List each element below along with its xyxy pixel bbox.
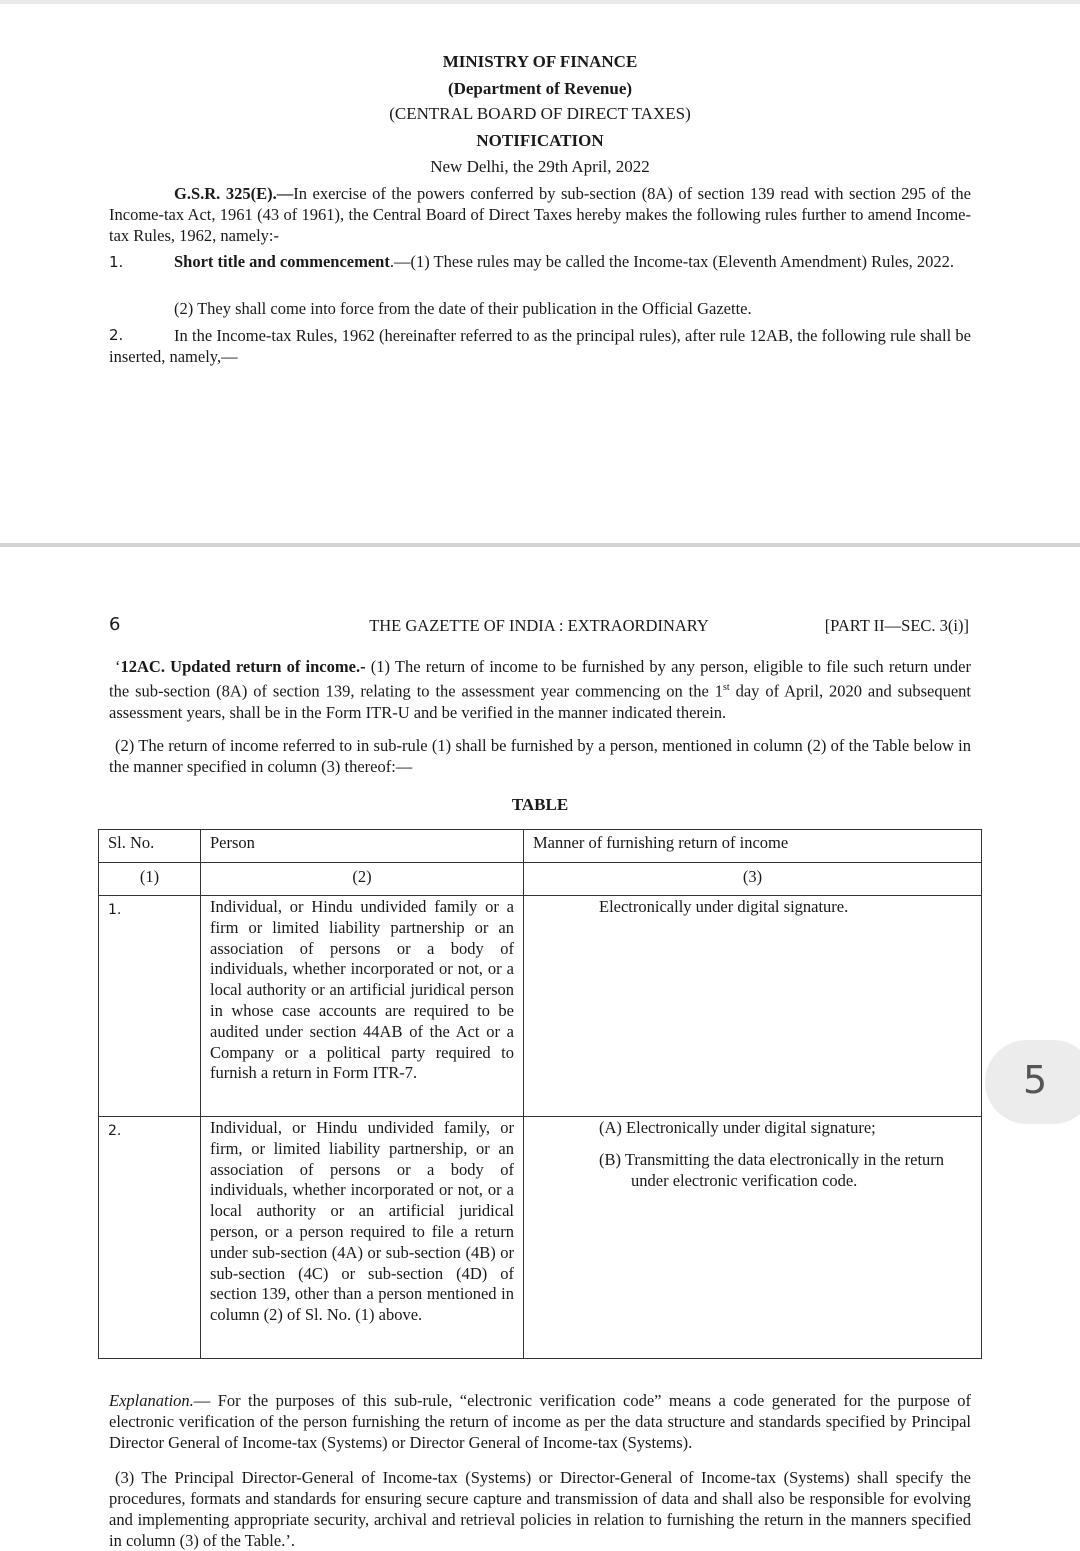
ministry-title: MINISTRY OF FINANCE xyxy=(442,52,638,71)
table-title: TABLE xyxy=(511,795,569,814)
rule-1-number: 1. xyxy=(109,253,124,271)
page-indicator-tab[interactable] xyxy=(985,1040,1080,1124)
row-1-manner: Electronically under digital signature. xyxy=(524,896,982,1117)
rule-1-paragraph xyxy=(174,251,971,272)
rule-12ac-subrule-2: (2) The return of income referred to in sub-rule (1) shall be furnished by a person, mentioned in column (2) of the Table below in the manner specified in column (3) thereof:— xyxy=(109,736,971,776)
ordinal-suffix: st xyxy=(723,682,730,693)
row-2-sl-no xyxy=(99,1117,201,1359)
row-1-sl-no xyxy=(99,896,201,1117)
row-2-manner-b: (B) Transmitting the data electronically in the return under electronic verification code. xyxy=(599,1149,945,1190)
column-number-2: (2) xyxy=(201,863,524,896)
rule-12ac-text-a: (1) The return of income to be furnished by any person, eligible to file such return under the sub-section (8A) of section 139, relating to the assessment year commencing on the 1 xyxy=(109,657,971,701)
row-2-sl-no-text: 2. xyxy=(108,1123,122,1139)
column-number-3: (3) xyxy=(524,863,982,896)
rule-2-paragraph: In the Income-tax Rules, 1962 (hereinafter referred to as the principal rules), after rule 12AB, the following rule shall be inserted, namely,— xyxy=(109,326,971,366)
place-date: New Delhi, the 29th April, 2022 xyxy=(430,157,650,176)
row-2-manner-a: (A) Electronically under digital signature; xyxy=(599,1118,876,1137)
header-sl-no: Sl. No. xyxy=(99,830,201,863)
rule-12ac-text-b: day of April, 2020 and subsequent assessment years, shall be in the Form ITR-U and be verified in the manner indicated therein. xyxy=(109,681,971,722)
page-header xyxy=(109,614,969,638)
board-title: (CENTRAL BOARD OF DIRECT TAXES) xyxy=(389,104,691,123)
table-header-row xyxy=(99,830,982,863)
department-title: (Department of Revenue) xyxy=(447,79,633,98)
rule-12ac-title: 12AC. Updated return of income.- xyxy=(120,657,366,676)
rule-1-text: .—(1) These rules may be called the Income-tax (Eleventh Amendment) Rules, 2022. xyxy=(389,252,955,271)
table-row xyxy=(99,1117,982,1359)
rule-1-subrule-2: (2) They shall come into force from the date of their publication in the Official Gazette. xyxy=(174,299,752,318)
rule-1-title: Short title and commencement xyxy=(174,252,390,271)
notification-title: NOTIFICATION xyxy=(476,131,604,150)
gazette-title: THE GAZETTE OF INDIA : EXTRAORDINARY xyxy=(369,616,709,635)
rule-2-number: 2. xyxy=(109,326,124,344)
page-indicator-number: 5 xyxy=(1023,1058,1048,1102)
gsr-reference: G.S.R. 325(E).— xyxy=(174,184,294,203)
header-person: Person xyxy=(201,830,524,863)
rule-12ac-paragraph xyxy=(109,656,971,723)
row-1-sl-no-text: 1. xyxy=(108,902,122,918)
header-manner: Manner of furnishing return of income xyxy=(524,830,982,863)
page-break xyxy=(0,543,1080,547)
top-divider xyxy=(0,0,1080,4)
explanation-paragraph xyxy=(109,1390,971,1453)
part-section: [PART II—SEC. 3(i)] xyxy=(824,616,969,635)
table-column-number-row xyxy=(99,863,982,896)
preamble-text: In exercise of the powers conferred by sub-section (8A) of section 139 read with section 295 of the Income-tax Act, 1961 (43 of 1961), the Central Board of Direct Taxes hereby makes the following rules further to amend Income-tax Rules, 1962, namely:- xyxy=(109,184,971,245)
open-quote: ‘ xyxy=(115,657,121,676)
row-2-person: Individual, or Hindu undivided family, or firm, or limited liability partnership, or an association of persons or a body of individuals, whether incorporated or not, or a local authority or an artificial juridical person, or a person required to file a return under sub-section (4A) or sub-section (4B) or sub-section (4C) or sub-section (4D) of section 139, other than a person mentioned in column (2) of Sl. No. (1) above. xyxy=(201,1117,524,1359)
rule-12ac-subrule-3: (3) The Principal Director-General of Income-tax (Systems) or Director-General of Income-tax (Systems) shall specify the procedures, formats and standards for ensuring secure capture and transmission of data and shall also be responsible for evolving and implementing appropriate security, archival and retrieval policies in relation to furnishing the return in the manners specified in column (3) of the Table.’. xyxy=(109,1468,971,1550)
column-number-1: (1) xyxy=(99,863,201,896)
explanation-text: — For the purposes of this sub-rule, “electronic verification code” means a code generated for the purpose of electronic verification of the person furnishing the return of income as per the data structure and standards specified by Principal Director General of Income-tax (Systems) or Director General of Income-tax (Systems). xyxy=(109,1391,971,1452)
row-2-manner xyxy=(524,1117,982,1359)
return-manner-table xyxy=(98,829,982,1359)
preamble-paragraph xyxy=(109,183,971,246)
row-1-person: Individual, or Hindu undivided family or a firm or limited liability partnership or an association of persons or a body of individuals, whether incorporated or not, or a local authority or an artificial juridical person in whose case accounts are required to be audited under section 44AB of the Act or a Company or a political party required to furnish a return in Form ITR-7. xyxy=(201,896,524,1117)
explanation-label: Explanation. xyxy=(109,1391,194,1410)
table-row xyxy=(99,896,982,1117)
page-number: 6 xyxy=(109,614,121,635)
